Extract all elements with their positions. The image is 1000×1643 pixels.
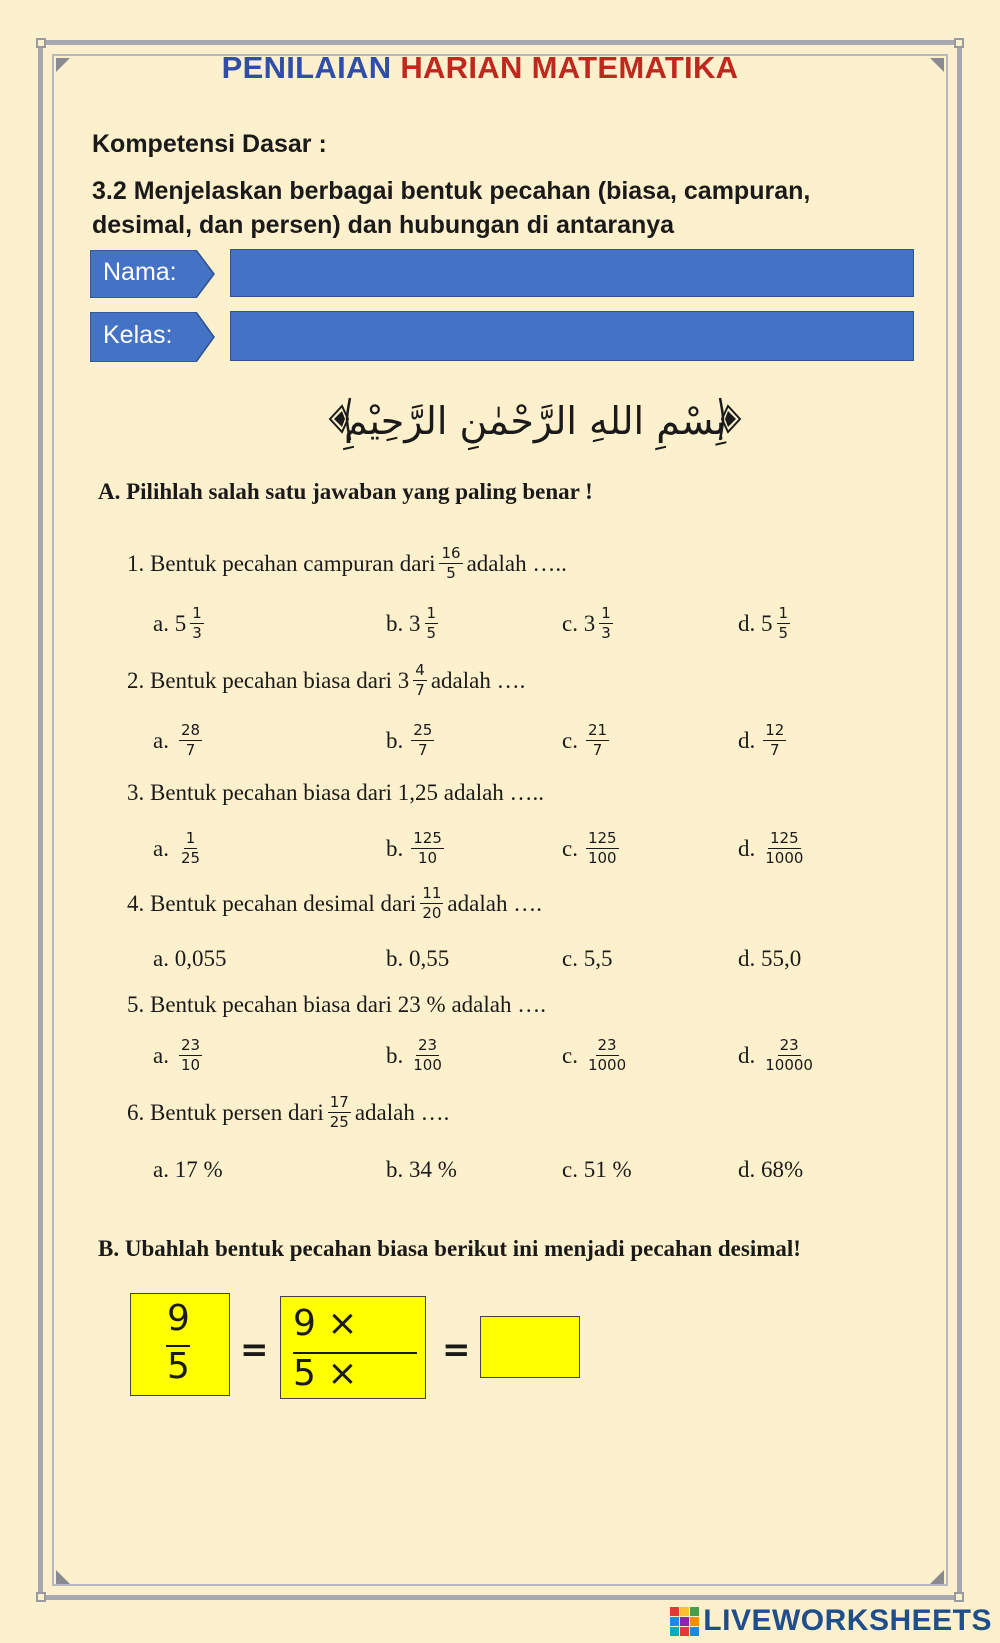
q5-option-b[interactable]: b. $\frac{23}{100}$ <box>386 1036 442 1075</box>
question-1: 1. Bentuk pecahan campuran dari $\frac{16}{5}$ adalah ….. <box>127 544 567 583</box>
q3-option-d[interactable]: d. $\frac{125}{1000}$ <box>738 829 804 868</box>
frame-corner-icon <box>954 38 964 48</box>
given-fraction-box: 9 5 <box>130 1293 230 1396</box>
q1-option-d[interactable]: d. 5 $\frac{1}{5}$ <box>738 604 789 643</box>
q3-option-a[interactable]: a. $\frac{1}{25}$ <box>153 829 201 868</box>
kompetensi-description: 3.2 Menjelaskan berbagai bentuk pecahan (biasa, campuran, desimal, dan persen) dan hubungan di antaranya <box>92 177 811 239</box>
q6-option-d[interactable]: d. 68% <box>738 1157 804 1182</box>
q2-option-d[interactable]: d. $\frac{12}{7}$ <box>738 721 785 760</box>
nama-label-tag: Nama: <box>90 250 212 296</box>
answer-input[interactable] <box>480 1316 580 1378</box>
nama-input[interactable] <box>230 249 914 297</box>
frame-corner-icon <box>954 1592 964 1602</box>
liveworksheets-logo-icon <box>670 1607 699 1636</box>
q3-option-b[interactable]: b. $\frac{125}{10}$ <box>386 829 442 868</box>
q6-option-c[interactable]: c. 51 % <box>562 1157 632 1182</box>
work-fraction-box: 9 × 5 × <box>280 1296 426 1399</box>
kelas-input[interactable] <box>230 311 914 361</box>
section-a-title: A. Pilihlah salah satu jawaban yang paling benar ! <box>98 479 593 504</box>
q2-option-b[interactable]: b. $\frac{25}{7}$ <box>386 721 433 760</box>
q5-option-c[interactable]: c. $\frac{23}{1000}$ <box>562 1036 627 1075</box>
question-2: 2. Bentuk pecahan biasa dari 3 $\frac{4}{7}$ adalah …. <box>127 661 526 700</box>
q4-option-a[interactable]: a. 0,055 <box>153 946 227 971</box>
frame-corner-arrow-icon <box>56 1570 70 1584</box>
q4-option-b[interactable]: b. 0,55 <box>386 946 450 971</box>
q5-option-d[interactable]: d. $\frac{23}{10000}$ <box>738 1036 813 1075</box>
question-3: 3. Bentuk pecahan biasa dari 1,25 adalah ….. <box>127 780 545 805</box>
q6-option-b[interactable]: b. 34 % <box>386 1157 457 1182</box>
q4-option-d[interactable]: d. 55,0 <box>738 946 802 971</box>
question-5: 5. Bentuk pecahan biasa dari 23 % adalah …. <box>127 992 546 1017</box>
basmala-text: بِسْمِ اللهِ الرَّحْمٰنِ الرَّحِيْمِ <box>344 399 726 443</box>
q4-option-c[interactable]: c. 5,5 <box>562 946 613 971</box>
q1-option-b[interactable]: b. 3 $\frac{1}{5}$ <box>386 604 437 643</box>
kompetensi-heading: Kompetensi Dasar : <box>92 130 327 158</box>
frame-corner-icon <box>36 1592 46 1602</box>
equals-sign: = <box>442 1330 471 1370</box>
section-b-title: B. Ubahlah bentuk pecahan biasa berikut ini menjadi pecahan desimal! <box>98 1236 801 1261</box>
frame-corner-arrow-icon <box>930 1570 944 1584</box>
basmala-calligraphy <box>320 378 750 460</box>
q1-option-c[interactable]: c. 3 $\frac{1}{3}$ <box>562 604 611 643</box>
q2-option-a[interactable]: a. $\frac{28}{7}$ <box>153 721 201 760</box>
question-4: 4. Bentuk pecahan desimal dari $\frac{11}{20}$ adalah …. <box>127 884 542 923</box>
q6-option-a[interactable]: a. 17 % <box>153 1157 223 1182</box>
q3-option-c[interactable]: c. $\frac{125}{100}$ <box>562 829 617 868</box>
liveworksheets-brand: LIVEWORKSHEETS <box>670 1604 992 1638</box>
frame-corner-icon <box>36 38 46 48</box>
equals-sign: = <box>240 1330 269 1370</box>
q5-option-a[interactable]: a. $\frac{23}{10}$ <box>153 1036 201 1075</box>
q1-option-a[interactable]: a. 5 $\frac{1}{3}$ <box>153 604 202 643</box>
page-title: PENILAIAN HARIAN MATEMATIKA <box>221 50 739 85</box>
kelas-label-tag: Kelas: <box>90 312 212 358</box>
question-6: 6. Bentuk persen dari $\frac{17}{25}$ adalah …. <box>127 1093 450 1132</box>
q2-option-c[interactable]: c. $\frac{21}{7}$ <box>562 721 608 760</box>
fraction: $\frac{16}{5}$ <box>441 544 461 583</box>
